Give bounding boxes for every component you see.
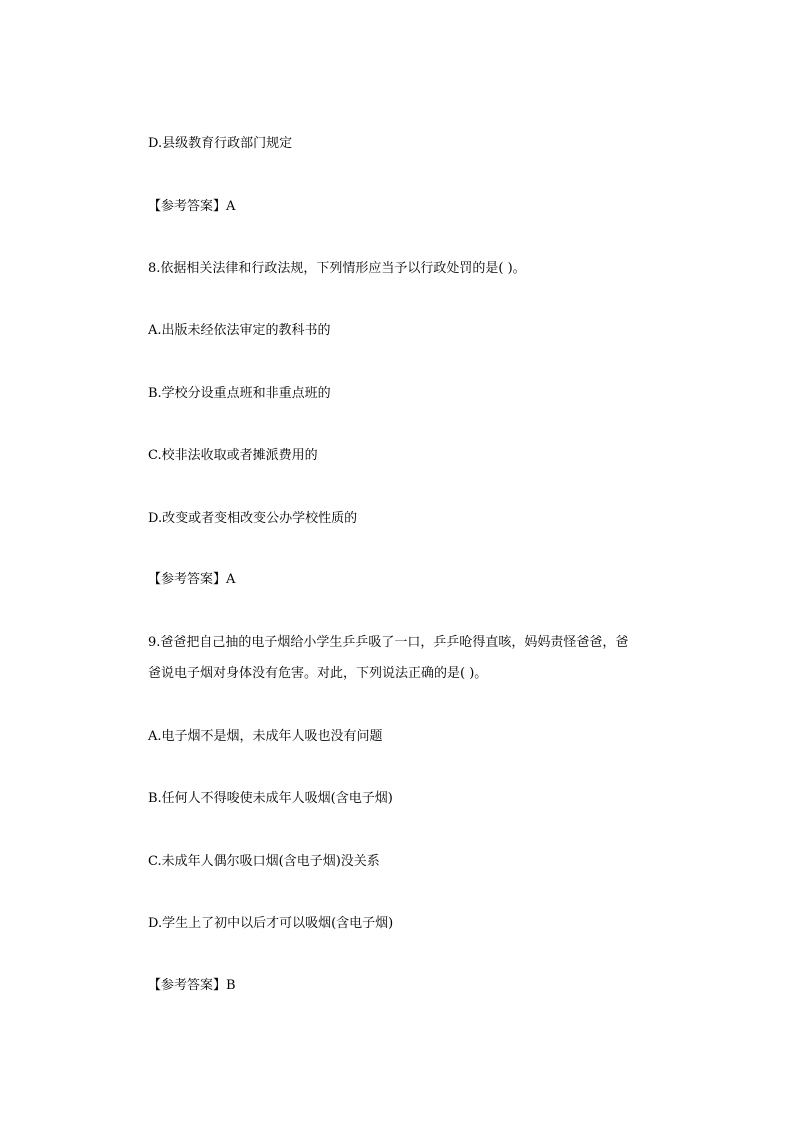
q7-option-d: D.县级教育行政部门规定 [148, 136, 293, 151]
q9-option-d: D.学生上了初中以后才可以吸烟(含电子烟) [148, 916, 394, 931]
q7-answer: 【参考答案】A [148, 199, 236, 214]
q8-option-a: A.出版未经依法审定的教科书的 [148, 323, 331, 338]
q8-option-b: B.学校分设重点班和非重点班的 [148, 386, 331, 401]
q8-answer: 【参考答案】A [148, 572, 236, 587]
q9-question-line-1: 9.爸爸把自己抽的电子烟给小学生乒乒吸了一口，乒乒呛得直咳，妈妈责怪爸爸，爸 [148, 635, 629, 650]
q9-option-b: B.任何人不得唆使未成年人吸烟(含电子烟) [148, 791, 393, 806]
q8-option-d: D.改变或者变相改变公办学校性质的 [148, 511, 358, 526]
q8-option-c: C.校非法收取或者摊派费用的 [148, 448, 318, 463]
q9-answer: 【参考答案】B [148, 978, 236, 993]
q9-question-line-2: 爸说电子烟对身体没有危害。对此，下列说法正确的是( )。 [148, 666, 488, 681]
q8-question: 8.依据相关法律和行政法规，下列情形应当予以行政处罚的是( )。 [148, 261, 526, 276]
q9-option-c: C.未成年人偶尔吸口烟(含电子烟)没关系 [148, 854, 380, 869]
q9-option-a: A.电子烟不是烟，未成年人吸也没有问题 [148, 729, 383, 744]
